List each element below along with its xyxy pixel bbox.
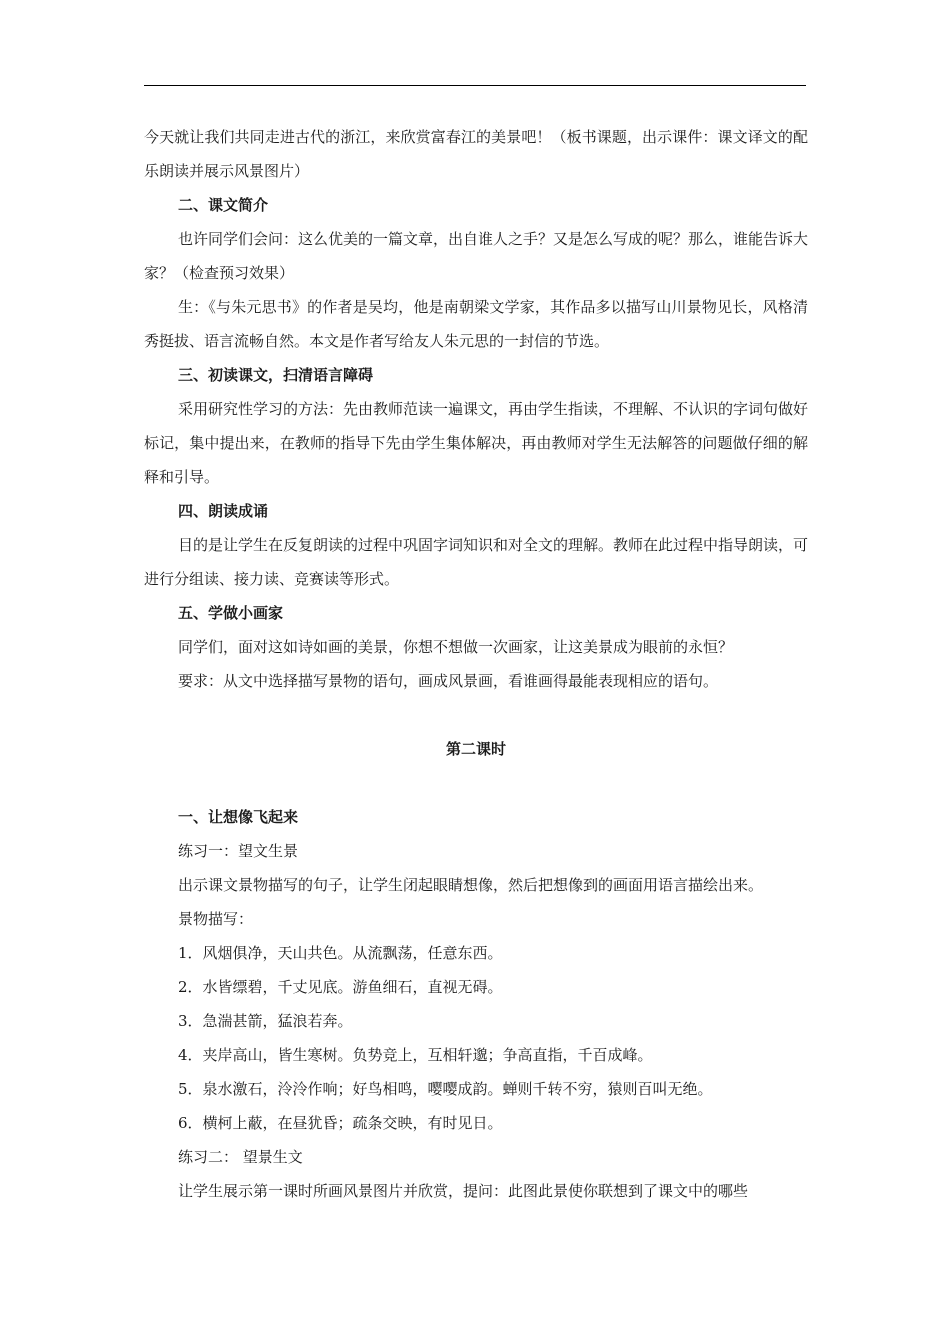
list-item: 3．急湍甚箭，猛浪若奔。 <box>178 1012 353 1030</box>
paragraph: 采用研究性学习的方法：先由教师范读一遍课文，再由学生指读，不理解、不认识的字词句做好标记，集中提出来，在教师的指导下先由学生集体解决，再由教师对学生无法解答的问题做仔细的解释和引导。 <box>144 400 809 486</box>
section-heading: 四、朗读成诵 <box>178 502 269 520</box>
document-body <box>144 120 808 1208</box>
exercise-title: 练习二： 望景生文 <box>178 1148 303 1166</box>
section-heading: 二、课文简介 <box>178 196 269 214</box>
paragraph: 也许同学们会问：这么优美的一篇文章，出自谁人之手？又是怎么写成的呢？那么，谁能告诉大家？（检查预习效果） <box>144 230 809 282</box>
paragraph: 要求：从文中选择描写景物的语句，画成风景画，看谁画得最能表现相应的语句。 <box>178 672 719 690</box>
list-item: 6．横柯上蔽，在昼犹昏；疏条交映，有时见日。 <box>178 1114 503 1132</box>
list-item: 5．泉水激石，泠泠作响；好鸟相鸣，嘤嘤成韵。蝉则千转不穷，猿则百叫无绝。 <box>178 1080 713 1098</box>
header-rule <box>144 85 806 86</box>
paragraph: 同学们，面对这如诗如画的美景，你想不想做一次画家，让这美景成为眼前的永恒？ <box>178 638 734 656</box>
list-item: 4．夹岸高山，皆生寒树。负势竞上，互相轩邈；争高直指，千百成峰。 <box>178 1046 653 1064</box>
paragraph: 今天就让我们共同走进古代的浙江，来欣赏富春江的美景吧！（板书课题，出示课件：课文译文的配乐朗读并展示风景图片） <box>144 128 808 180</box>
section-heading: 三、初读课文，扫清语言障碍 <box>178 366 374 384</box>
exercise-title: 练习一：望文生景 <box>178 842 299 860</box>
paragraph: 让学生展示第一课时所画风景图片并欣赏，提问：此图此景使你联想到了课文中的哪些 <box>178 1182 749 1200</box>
list-item: 2．水皆缥碧，千丈见底。游鱼细石，直视无碍。 <box>178 978 503 996</box>
list-item: 1．风烟俱净，天山共色。从流飘荡，任意东西。 <box>178 944 503 962</box>
section-heading: 一、让想像飞起来 <box>178 808 299 826</box>
paragraph: 生：《与朱元思书》的作者是吴均，他是南朝梁文学家，其作品多以描写山川景物见长，风格清秀挺拔、语言流畅自然。本文是作者写给友人朱元思的一封信的节选。 <box>144 298 808 350</box>
paragraph: 出示课文景物描写的句子，让学生闭起眼睛想像，然后把想像到的画面用语言描绘出来。 <box>178 876 764 894</box>
paragraph: 景物描写： <box>178 910 254 928</box>
paragraph: 目的是让学生在反复朗读的过程中巩固字词知识和对全文的理解。教师在此过程中指导朗读，可进行分组读、接力读、竞赛读等形式。 <box>144 536 809 588</box>
section-heading: 五、学做小画家 <box>178 604 284 622</box>
lesson-title: 第二课时 <box>445 740 506 758</box>
